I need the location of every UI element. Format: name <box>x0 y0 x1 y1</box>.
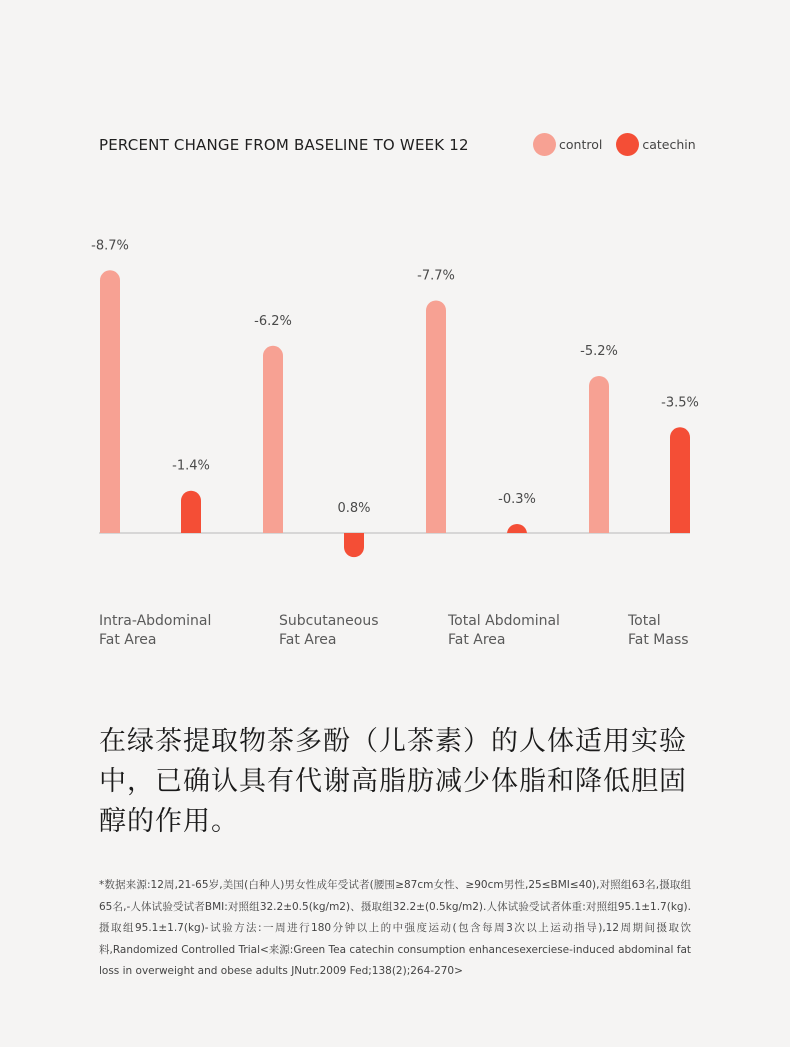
category-label-line: Intra-Abdominal <box>99 613 212 629</box>
category-label-line: Total <box>628 613 661 629</box>
category-label-line: Fat Mass <box>628 632 689 648</box>
footnote: *数据来源:12周,21-65岁,美国(白种人)男女性成年受试者(腰围≥87cm女性、≥90cm男性,25≤BMI≤40),对照组63名,摄取组65名,-人体试验受试者BMI:对照组32.2±0.5(kg/m2)、摄取组32.2±(0.5kg/m2).人体试验受试者体重:对照组95.1±1.7(kg).摄取组95.1±1.7(kg)-试验方法:一周进行180分钟以上的中强度运动(包含每周3次以上运动指导),12周期间摄取饮料,Randomized Controlled Trial<来源:Green Tea catechin consumption enhancesexerciese-induced abdominal fat loss in overweight and obese adults JNutr.2009 Fed;138(2);264-270> <box>99 879 691 977</box>
bar-control-3 <box>589 376 609 533</box>
bar-control-0 <box>100 270 120 533</box>
bar-control-2 <box>426 300 446 533</box>
legend-label-control: control <box>559 137 603 152</box>
chart-title: PERCENT CHANGE FROM BASELINE TO WEEK 12 <box>99 136 469 154</box>
value-label-control-3: -5.2% <box>580 343 618 359</box>
value-label-control-0: -8.7% <box>91 238 129 254</box>
category-label-line: Fat Area <box>99 632 157 648</box>
value-label-catechin-0: -1.4% <box>172 458 210 474</box>
value-label-control-2: -7.7% <box>417 268 455 284</box>
value-label-catechin-2: -0.3% <box>498 491 536 507</box>
headline: 在绿茶提取物茶多酚（儿茶素）的人体适用实验中，已确认具有代谢高脂肪减少体脂和降低胆固醇的作用。 <box>99 726 687 837</box>
category-label-subcutaneous <box>279 612 379 650</box>
value-label-catechin-3: -3.5% <box>661 395 699 411</box>
category-label-intra-abdominal <box>99 612 211 650</box>
bar-catechin-1 <box>344 533 364 557</box>
category-label-line: Fat Area <box>279 632 337 648</box>
value-label-catechin-1: 0.8% <box>337 501 371 516</box>
category-label-line: Fat Area <box>448 632 506 648</box>
value-label-control-1: -6.2% <box>254 313 292 329</box>
category-label-line: Total Abdominal <box>448 613 560 629</box>
category-label-total-fat-mass <box>628 612 689 650</box>
bar-catechin-3 <box>670 427 690 533</box>
bar-control-1 <box>263 346 283 533</box>
bar-catechin-2 <box>507 524 527 534</box>
bar-catechin-0 <box>181 491 201 533</box>
legend-label-catechin: catechin <box>642 137 696 152</box>
category-label-total-abdominal <box>448 612 560 650</box>
category-label-line: Subcutaneous <box>279 613 379 629</box>
